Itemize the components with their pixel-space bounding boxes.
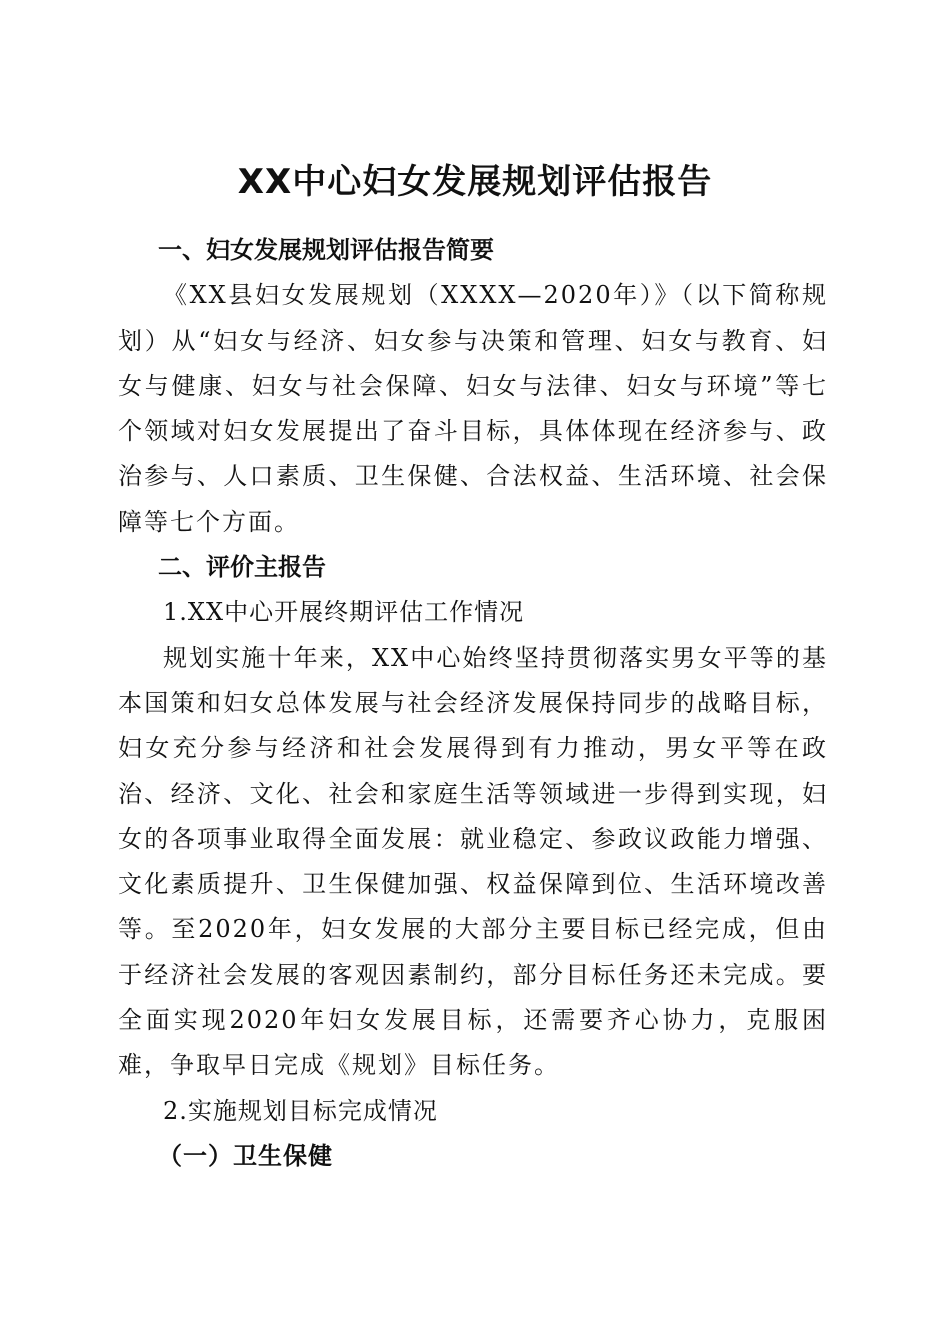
section1-paragraph: 《XX县妇女发展规划（XXXX—2020年）》（以下简称规划）从“妇女与经济、妇女参与决策和管理、妇女与教育、妇女与健康、妇女与社会保障、妇女与法律、妇女与环境”等七个领域对妇女发展提出了奋斗目标，具体体现在经济参与、政治参与、人口素质、卫生保健、合法权益、生活环境、社会保障等七个方面。 <box>118 281 828 536</box>
subsection1-paragraph: 规划实施十年来，XX中心始终坚持贯彻落实男女平等的基本国策和妇女总体发展与社会经济发展保持同步的战略目标，妇女充分参与经济和社会发展得到有力推动，男女平等在政治、经济、文化、社会和家庭生活等领域进一步得到实现，妇女的各项事业取得全面发展：就业稳定、参政议政能力增强、文化素质提升、卫生保健加强、权益保障到位、生活环境改善等。至2020年，妇女发展的大部分主要目标已经完成，但由于经济社会发展的客观因素制约，部分目标任务还未完成。要全面实现2020年妇女发展目标，还需要齐心协力，克服困难，争取早日完成《规划》目标任务。 <box>118 643 828 1080</box>
subsection2-item1-heading: （一）卫生保健 <box>158 1141 333 1170</box>
document-title: XX中心妇女发展规划评估报告 <box>237 161 713 202</box>
subsection1-heading: 1.XX中心开展终期评估工作情况 <box>163 598 525 627</box>
document-body <box>118 228 828 1179</box>
section1-heading: 一、妇女发展规划评估报告简要 <box>158 236 494 264</box>
subsection2-heading: 2.实施规划目标完成情况 <box>163 1096 438 1125</box>
section2-heading: 二、评价主报告 <box>158 553 326 582</box>
